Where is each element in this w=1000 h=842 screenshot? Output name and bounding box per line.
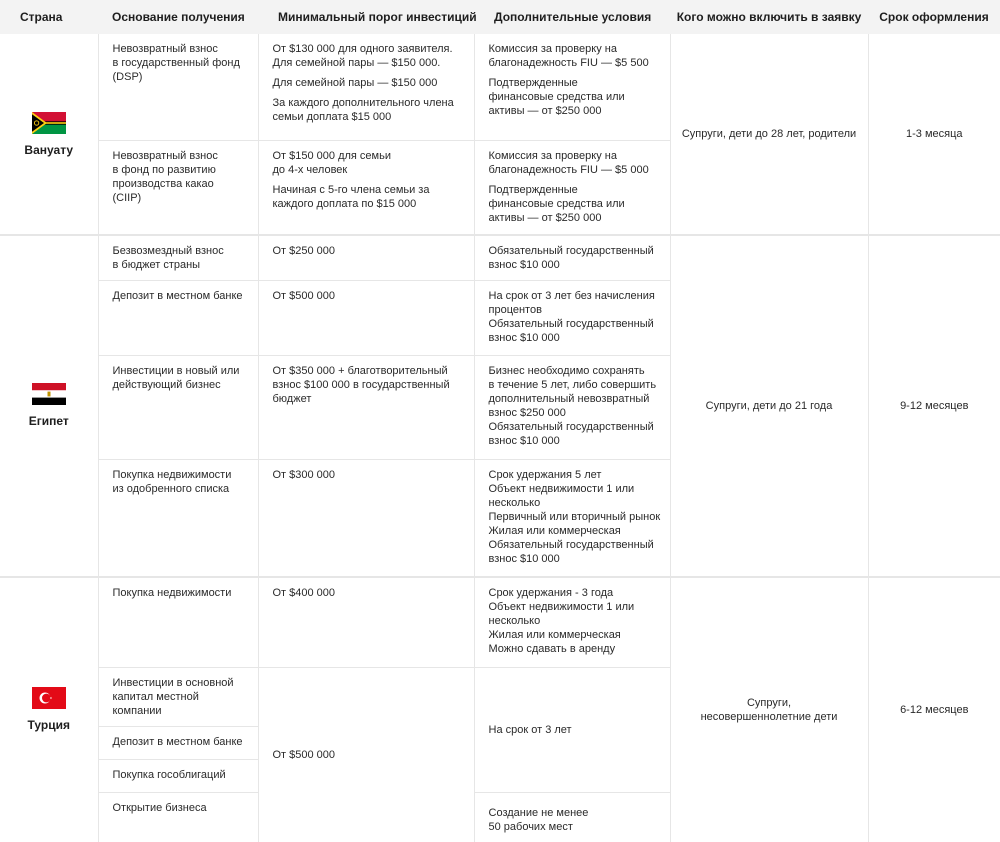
- min-investment-line: От $130 000 для одного заявителя. Для семейной пары — $150 000.: [272, 43, 453, 69]
- table-row: [0, 235, 1000, 281]
- country-name-turkey: Турция: [27, 718, 70, 732]
- min-investment-line: От $150 000 для семьи до 4-х человек: [272, 149, 391, 176]
- conditions-cell: Обязательный государственный взнос $10 000: [474, 235, 670, 281]
- processing-time-cell-egypt: 9-12 месяцев: [868, 235, 1000, 577]
- min-investment-cell: От $350 000 + благотворительный взнос $100 000 в государственный бюджет: [258, 356, 474, 460]
- header-conditions: Дополнительные условия: [474, 0, 670, 34]
- basis-cell: Покупка недвижимости: [98, 577, 258, 668]
- header-basis: Основание получения: [98, 0, 258, 34]
- conditions-cell: [474, 34, 670, 140]
- country-name-vanuatu: Вануату: [24, 142, 74, 157]
- basis-cell: Депозит в местном банке: [98, 727, 258, 760]
- conditions-cell: На срок от 3 лет без начисления процентов Обязательный государственный взнос $10 000: [474, 281, 670, 356]
- basis-cell: Покупка недвижимости из одобренного списка: [98, 460, 258, 577]
- min-investment-cell: От $400 000: [258, 577, 474, 668]
- min-investment-cell: От $500 000: [258, 281, 474, 356]
- condition-line: Подтвержденные финансовые средства или активы — от $250 000: [488, 183, 625, 224]
- country-cell-vanuatu: [0, 34, 98, 235]
- basis-cell: Инвестиции в основной капитал местной компании: [98, 668, 258, 727]
- min-investment-line: За каждого дополнительного члена семьи доплата $15 000: [272, 97, 454, 123]
- basis-cell: Невозвратный взнос в государственный фонд (DSP): [98, 34, 258, 140]
- min-investment-cell: [258, 140, 474, 235]
- header-processing-time: Срок оформления: [868, 0, 1000, 34]
- min-investment-cell: От $300 000: [258, 460, 474, 577]
- header-min-investment: Минимальный порог инвестиций: [258, 0, 474, 34]
- min-investment-cell: От $250 000: [258, 235, 474, 281]
- who-included-cell-turkey: Супруги, несовершеннолетние дети: [670, 577, 868, 842]
- min-investment-line: Для семейной пары — $150 000: [272, 77, 438, 89]
- processing-time-cell-turkey: 6-12 месяцев: [900, 703, 969, 716]
- conditions-cell: Бизнес необходимо сохранять в течение 5 лет, либо совершить дополнительный невозвратный взнос $250 000 Обязательный государственный взнос $10 000: [474, 356, 670, 460]
- basis-cell: Безвозмездный взнос в бюджет страны: [98, 235, 258, 281]
- country-name-egypt: Египет: [28, 414, 69, 429]
- conditions-cell: Срок удержания 5 лет Объект недвижимости 1 или несколько Первичный или вторичный рынок Жилая или коммерческая Обязательный государственный взнос $10 000: [474, 460, 670, 577]
- table-row: [0, 577, 1000, 668]
- processing-time-cell-vanuatu: 1-3 месяца: [868, 34, 1000, 235]
- condition-line: Подтвержденные финансовые средства или активы — от $250 000: [488, 77, 625, 117]
- who-included-cell-vanuatu: Супруги, дети до 28 лет, родители: [670, 34, 868, 235]
- conditions-cell: [474, 140, 670, 235]
- table-row: [0, 34, 1000, 140]
- min-investment-cell: От $500 000: [258, 668, 474, 842]
- who-included-cell-egypt: Супруги, дети до 21 года: [670, 235, 868, 577]
- condition-line: Комиссия за проверку на благонадежность FIU — $5 500: [488, 43, 649, 69]
- basis-cell: Открытие бизнеса: [98, 793, 258, 842]
- basis-cell: Инвестиции в новый или действующий бизнес: [98, 356, 258, 460]
- table-header-row: [0, 0, 1000, 34]
- conditions-cell: На срок от 3 лет: [474, 668, 670, 793]
- basis-cell: Депозит в местном банке: [98, 281, 258, 356]
- country-cell-turkey: [0, 577, 98, 842]
- header-who-included: Кого можно включить в заявку: [670, 0, 868, 34]
- conditions-cell: Создание не менее 50 рабочих мест: [474, 793, 670, 842]
- condition-line: Комиссия за проверку на благонадежность FIU — $5 000: [488, 149, 649, 176]
- header-country: Страна: [0, 0, 98, 34]
- egypt-flag-icon: [32, 383, 66, 405]
- basis-cell: Покупка гособлигаций: [98, 760, 258, 793]
- vanuatu-flag-icon: [32, 112, 66, 134]
- min-investment-cell: [258, 34, 474, 140]
- basis-cell: Невозвратный взнос в фонд по развитию производства какао (CIIP): [98, 140, 258, 235]
- conditions-cell: Срок удержания - 3 года Объект недвижимости 1 или несколько Жилая или коммерческая Можно сдавать в аренду: [474, 577, 670, 668]
- min-investment-line: Начиная с 5-го члена семьи за каждого доплата по $15 000: [272, 183, 430, 210]
- country-cell-egypt: [0, 235, 98, 577]
- turkey-flag-icon: [32, 687, 66, 709]
